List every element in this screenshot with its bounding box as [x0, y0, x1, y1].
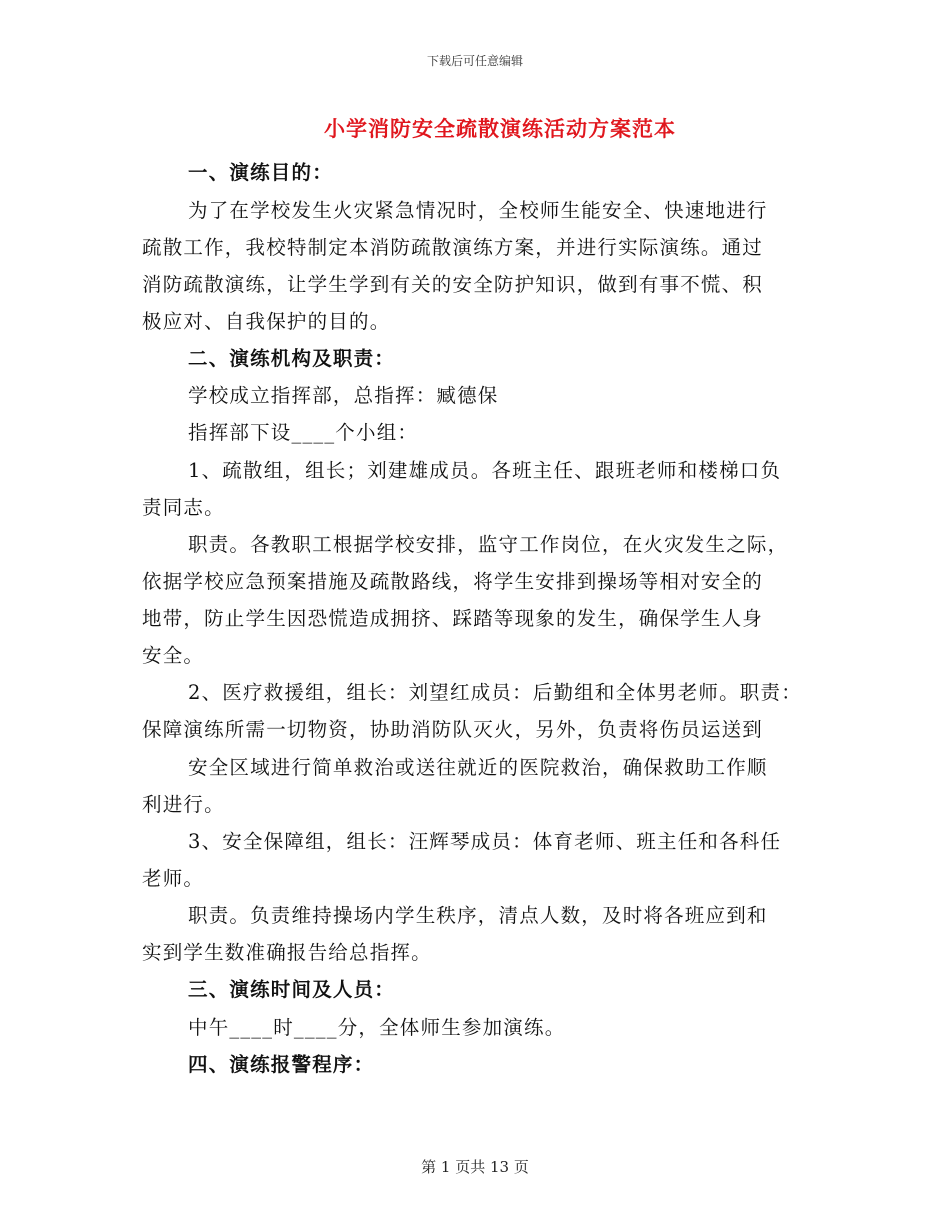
section-heading: 四、演练报警程序：: [188, 1053, 375, 1076]
paragraph-line: 安全。: [142, 644, 205, 667]
section-heading: 一、演练目的：: [188, 161, 333, 184]
paragraph-line: 责同志。: [142, 496, 225, 519]
paragraph-line: 极应对、自我保护的目的。: [142, 310, 391, 333]
paragraph-line: 消防疏散演练，让学生学到有关的安全防护知识，做到有事不慌、积: [142, 273, 764, 296]
paragraph-line: 指挥部下设____个小组：: [188, 421, 419, 444]
section-heading: 三、演练时间及人员：: [188, 978, 396, 1001]
paragraph-line: 职责。各教职工根据学校安排，监守工作岗位，在火灾发生之际，: [188, 533, 789, 556]
paragraph-line: 2、医疗救援组，组长：刘望红成员：后勤组和全体男老师。职责：: [188, 681, 802, 704]
paragraph-line: 中午____时____分，全体师生参加演练。: [188, 1016, 566, 1039]
paragraph-line: 地带，防止学生因恐慌造成拥挤、踩踏等现象的发生，确保学生人身: [142, 607, 764, 630]
paragraph-line: 保障演练所需一切物资，协助消防队灭火，另外，负责将伤员运送到: [142, 718, 764, 741]
document-title: 小学消防安全疏散演练活动方案范本: [324, 116, 676, 141]
page-footer: 第 1 页共 13 页: [421, 1158, 529, 1176]
paragraph-line: 依据学校应急预案措施及疏散路线，将学生安排到操场等相对安全的: [142, 570, 764, 593]
paragraph-line: 学校成立指挥部，总指挥：臧德保: [188, 384, 499, 407]
paragraph-line: 3、安全保障组，组长：汪辉琴成员：体育老师、班主任和各科任: [188, 830, 782, 853]
paragraph-line: 为了在学校发生火灾紧急情况时，全校师生能安全、快速地进行: [188, 199, 768, 222]
page-header: 下载后可任意编辑: [426, 54, 523, 68]
paragraph-line: 老师。: [142, 867, 205, 890]
paragraph-line: 利进行。: [142, 793, 225, 816]
section-heading: 二、演练机构及职责：: [188, 347, 396, 370]
paragraph-line: 疏散工作，我校特制定本消防疏散演练方案，并进行实际演练。通过: [142, 236, 764, 259]
paragraph-line: 1、疏散组，组长；刘建雄成员。各班主任、跟班老师和楼梯口负: [188, 459, 782, 482]
paragraph-line: 职责。负责维持操场内学生秩序，清点人数，及时将各班应到和: [188, 904, 768, 927]
paragraph-line: 安全区域进行简单救治或送往就近的医院救治，确保救助工作顺: [188, 756, 768, 779]
paragraph-line: 实到学生数准确报告给总指挥。: [142, 941, 432, 964]
